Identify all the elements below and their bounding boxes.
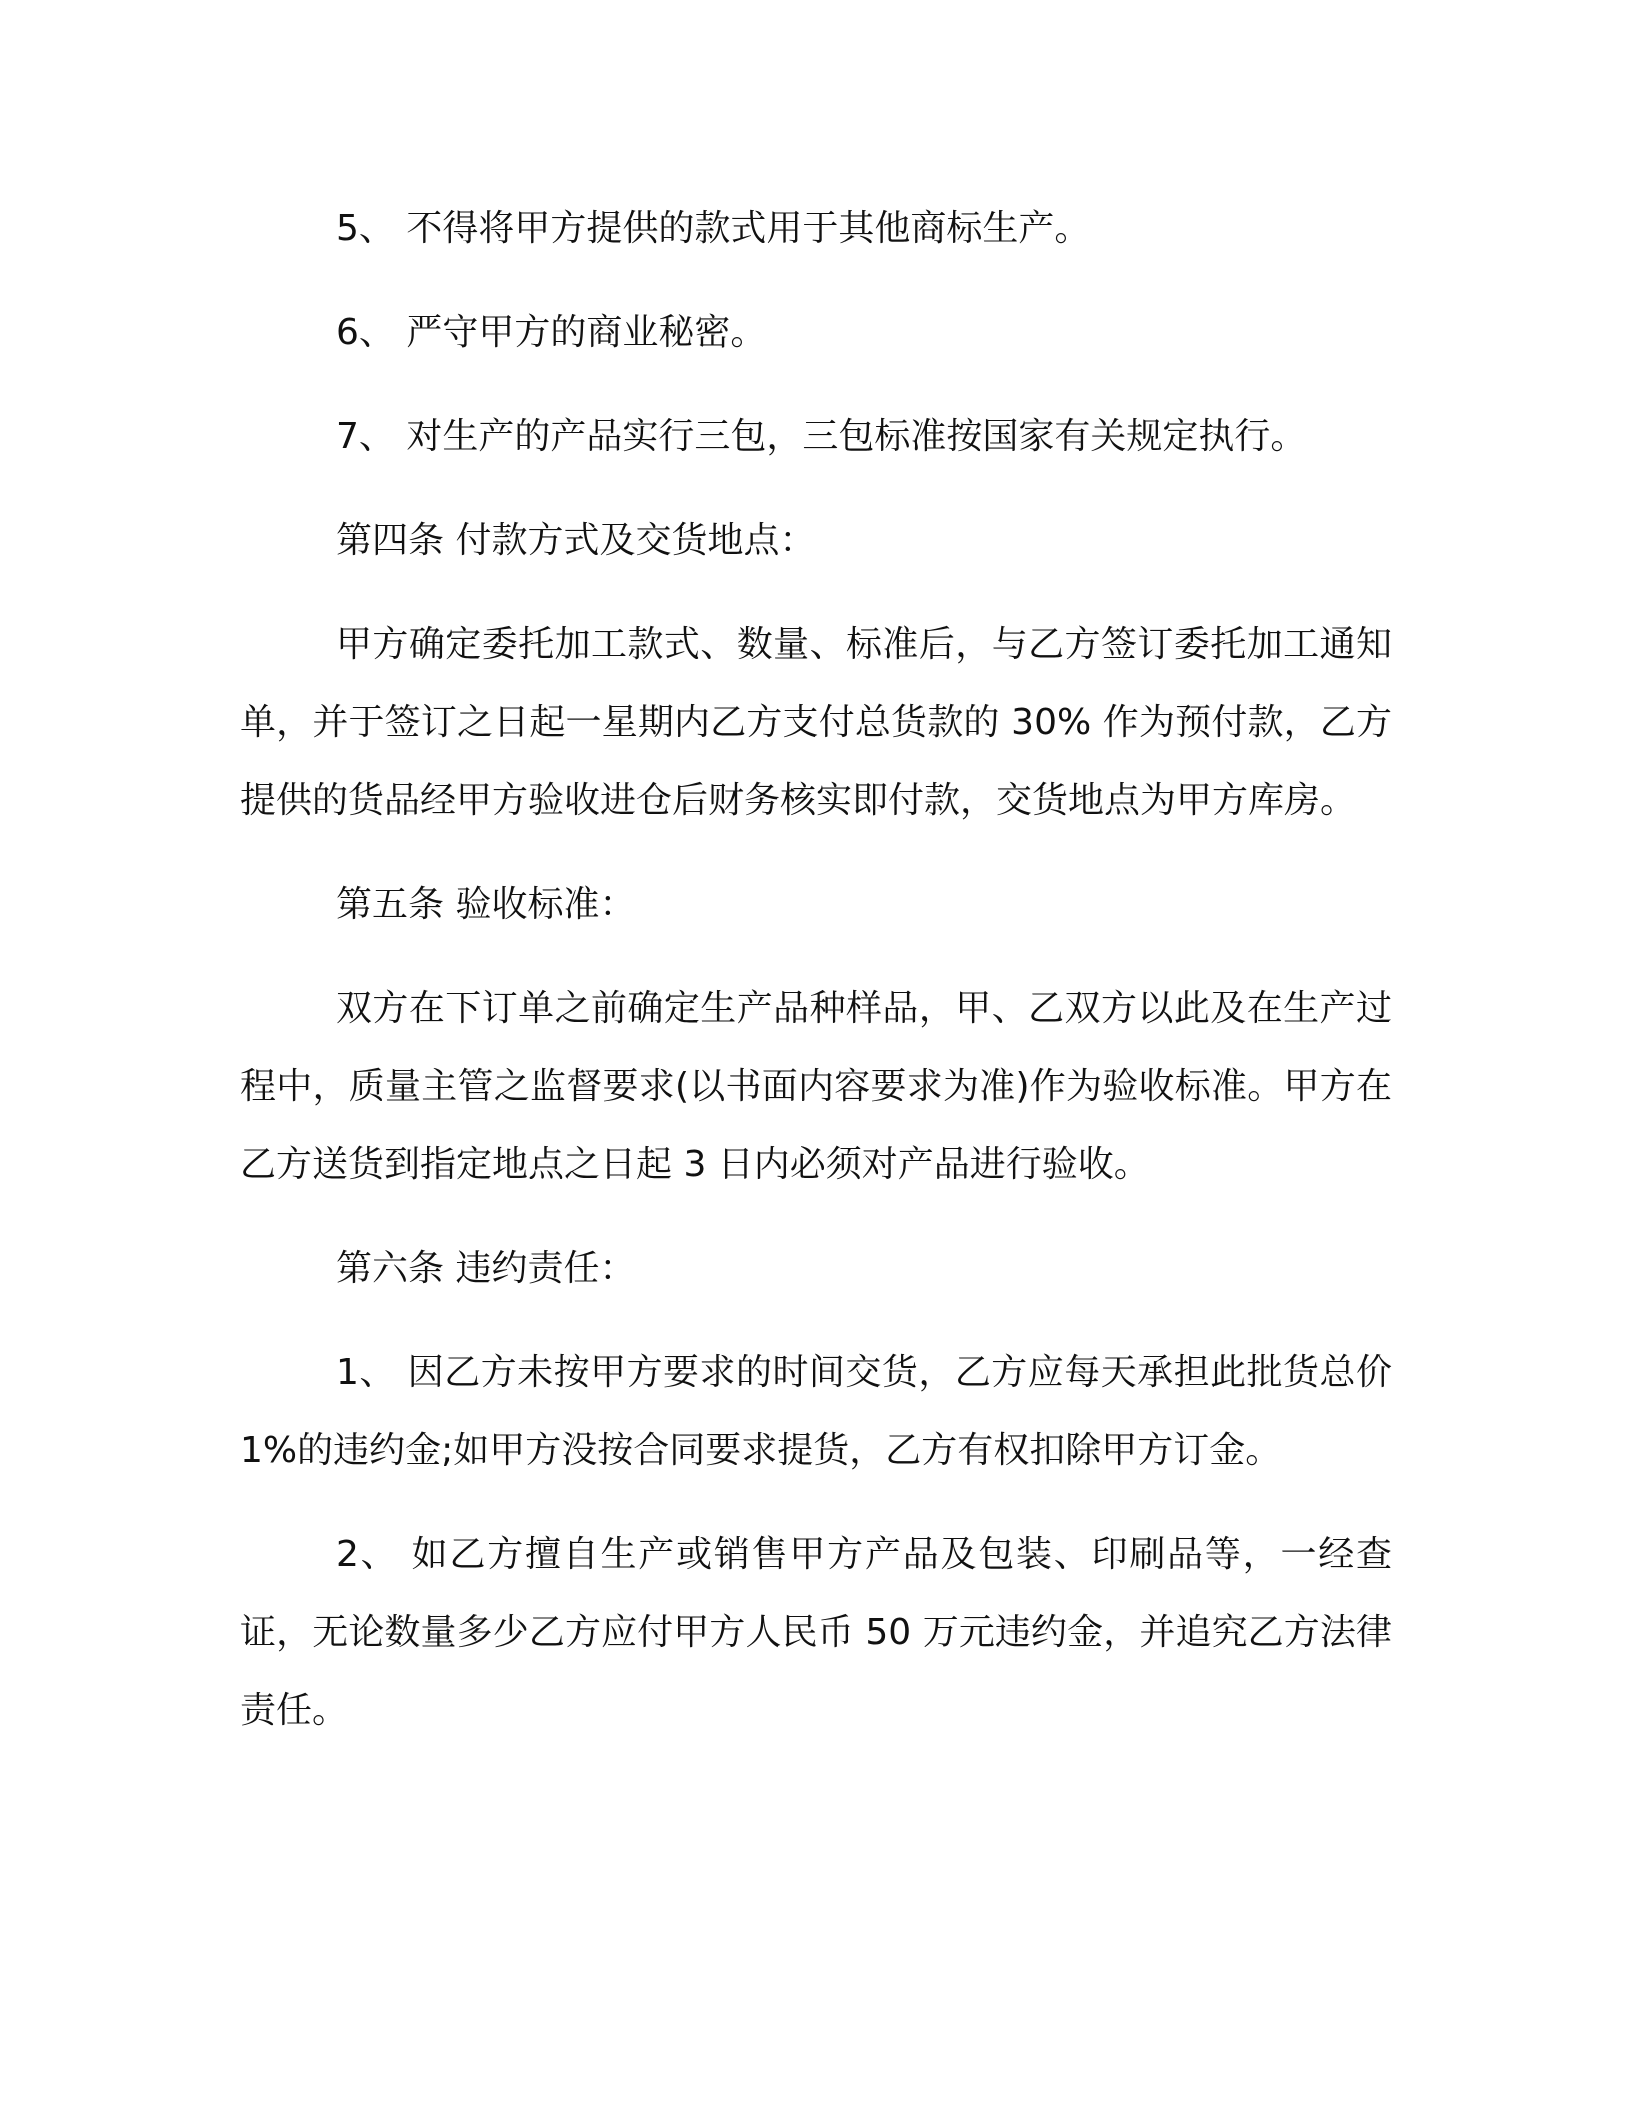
article-6-heading: 第六条 违约责任： — [336, 1248, 636, 1289]
clause-item-5: 5、 不得将甲方提供的款式用于其他商标生产。 — [336, 208, 1091, 249]
article-5-heading: 第五条 验收标准： — [336, 884, 636, 925]
document-body — [240, 190, 1392, 1776]
article-6-item-1: 1、 因乙方未按甲方要求的时间交货，乙方应每天承担此批货总价 1%的违约金;如甲方没按合同要求提货，乙方有权扣除甲方订金。 — [240, 1352, 1392, 1471]
article-4-body: 甲方确定委托加工款式、数量、标准后，与乙方签订委托加工通知单，并于签订之日起一星期内乙方支付总货款的 30% 作为预付款，乙方提供的货品经甲方验收进仓后财务核实即付款，交货地点为甲方库房。 — [240, 624, 1392, 821]
article-6-item-2: 2、 如乙方擅自生产或销售甲方产品及包装、印刷品等，一经查证，无论数量多少乙方应付甲方人民币 50 万元违约金，并追究乙方法律责任。 — [240, 1534, 1392, 1731]
clause-item-6: 6、 严守甲方的商业秘密。 — [336, 312, 767, 353]
article-5-body: 双方在下订单之前确定生产品种样品，甲、乙双方以此及在生产过程中，质量主管之监督要求(以书面内容要求为准)作为验收标准。甲方在乙方送货到指定地点之日起 3 日内必须对产品进行验收。 — [240, 988, 1392, 1185]
clause-item-7: 7、 对生产的产品实行三包，三包标准按国家有关规定执行。 — [336, 416, 1307, 457]
article-4-heading: 第四条 付款方式及交货地点： — [336, 520, 816, 561]
